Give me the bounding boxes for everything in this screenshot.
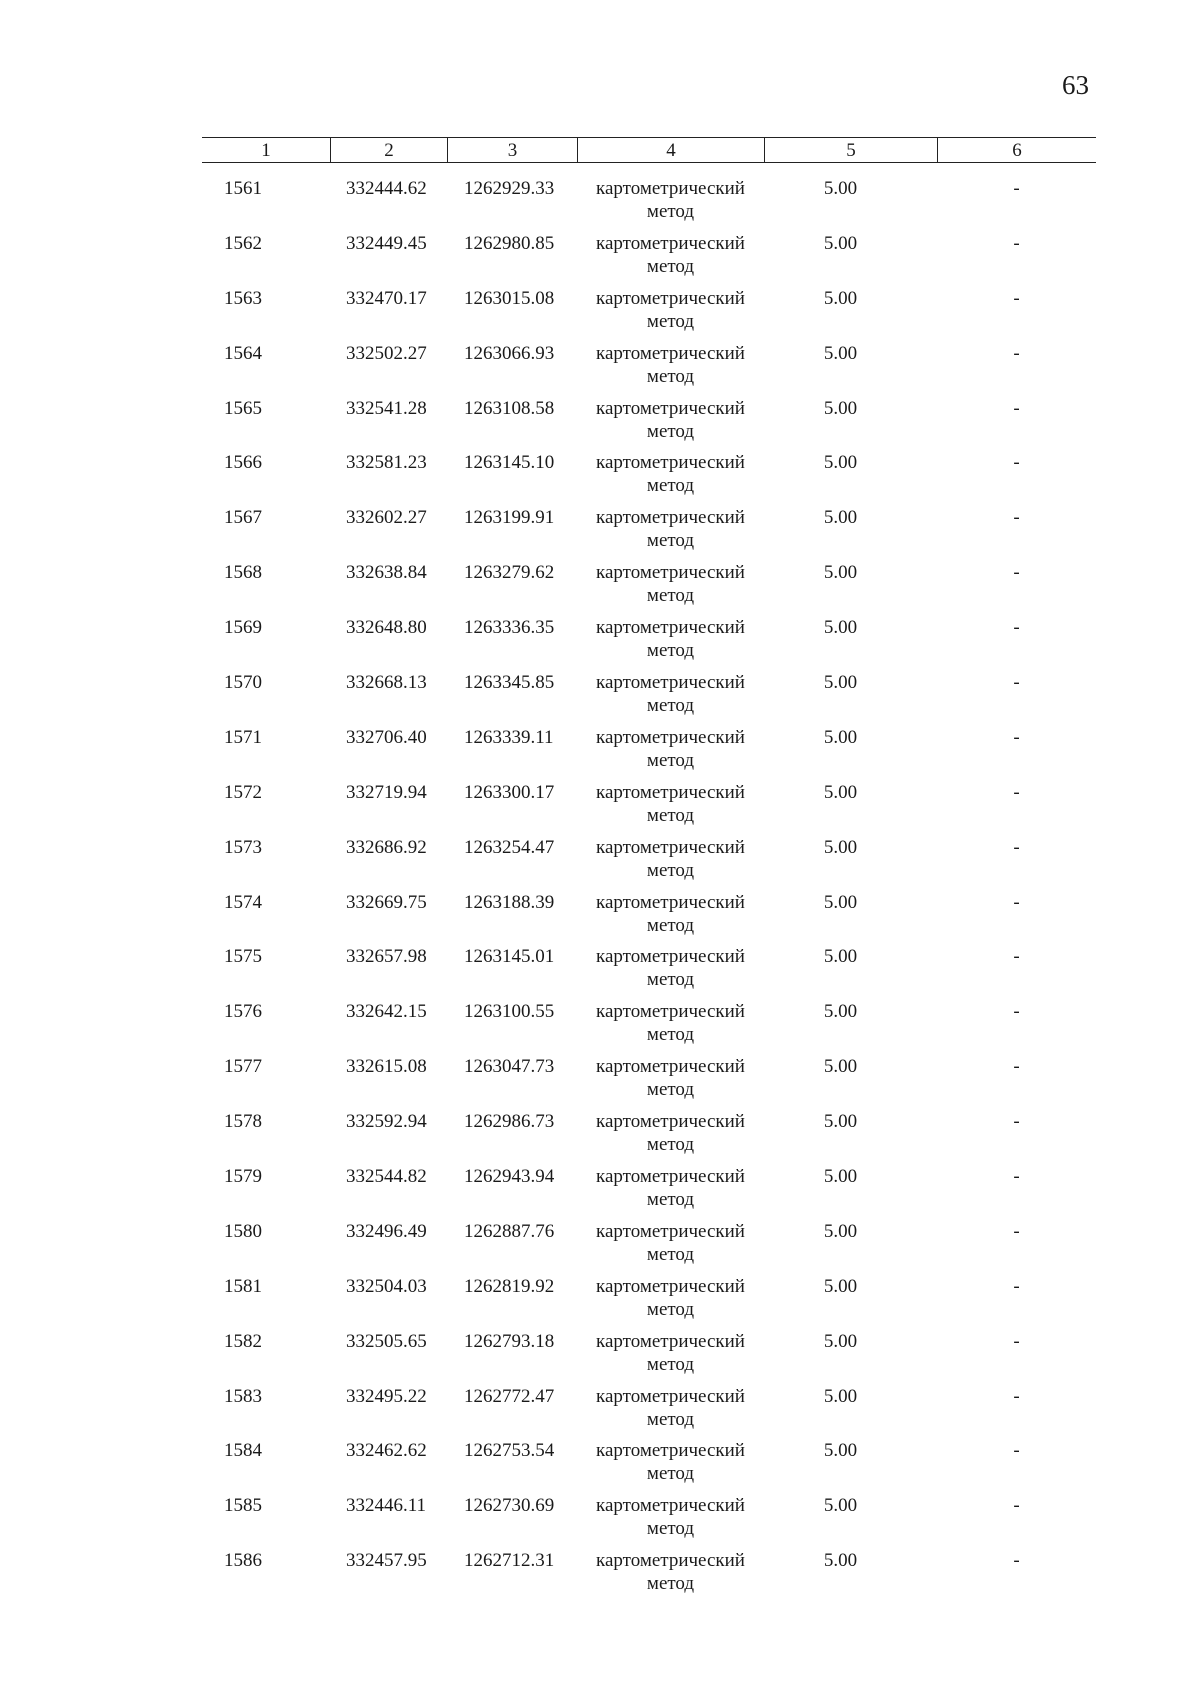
method-line-1: картометрический — [596, 1550, 745, 1572]
y-coordinate-cell: 1263015.08 — [464, 287, 555, 309]
method-line-1: картометрический — [596, 452, 745, 474]
method-line-2: метод — [646, 1518, 695, 1540]
method-line-1: картометрический — [596, 178, 745, 199]
y-coordinate-cell: 1263300.17 — [464, 781, 555, 803]
accuracy-cell: 5.00 — [823, 1275, 858, 1297]
x-coordinate-cell: 332541.28 — [346, 397, 427, 419]
method-line-2: метод — [646, 749, 695, 771]
x-coordinate-cell: 332638.84 — [346, 562, 427, 584]
table-row — [202, 1549, 1096, 1604]
method-line-1: картометрический — [596, 617, 745, 639]
method-line-2: метод — [646, 1134, 695, 1156]
method-line-1: картометрический — [596, 781, 745, 803]
x-coordinate-cell: 332642.15 — [346, 1001, 427, 1023]
point-number-cell: 1569 — [224, 617, 262, 639]
accuracy-cell: 5.00 — [823, 1056, 858, 1078]
y-coordinate-cell: 1262980.85 — [464, 232, 555, 254]
point-number-cell: 1583 — [224, 1385, 262, 1407]
y-coordinate-cell: 1263188.39 — [464, 891, 555, 913]
note-cell: - — [1013, 232, 1020, 254]
accuracy-cell: 5.00 — [823, 1220, 858, 1242]
method-line-1: картометрический — [596, 1440, 745, 1462]
point-number-cell: 1579 — [224, 1166, 262, 1188]
method-line-1: картометрический — [596, 1111, 745, 1133]
point-number-cell: 1576 — [224, 1001, 262, 1023]
y-coordinate-cell: 1262887.76 — [464, 1220, 555, 1242]
y-coordinate-cell: 1263279.62 — [464, 562, 555, 584]
point-number-cell: 1575 — [224, 946, 262, 968]
x-coordinate-cell: 332657.98 — [346, 946, 427, 968]
method-line-1: картометрический — [596, 287, 745, 309]
page-number: 63 — [1062, 70, 1089, 100]
point-number-cell: 1577 — [224, 1056, 262, 1078]
table-row — [202, 1000, 1096, 1055]
y-coordinate-cell: 1263047.73 — [464, 1056, 555, 1078]
table-row — [202, 1055, 1096, 1110]
method-line-2: метод — [646, 640, 695, 662]
x-coordinate-cell: 332444.62 — [346, 178, 427, 199]
table-row — [202, 726, 1096, 781]
x-coordinate-cell: 332648.80 — [346, 617, 427, 639]
method-cell — [577, 561, 764, 616]
x-coordinate-cell: 332496.49 — [346, 1220, 427, 1242]
x-coordinate-cell: 332719.94 — [346, 781, 427, 803]
x-coordinate-cell: 332686.92 — [346, 836, 427, 858]
column-header-3: 3 — [447, 138, 577, 162]
accuracy-cell: 5.00 — [823, 1330, 858, 1352]
accuracy-cell: 5.00 — [823, 178, 858, 199]
method-cell — [577, 397, 764, 452]
accuracy-cell: 5.00 — [823, 891, 858, 913]
note-cell: - — [1013, 1056, 1020, 1078]
method-cell — [577, 1330, 764, 1385]
accuracy-cell: 5.00 — [823, 781, 858, 803]
table-row — [202, 1110, 1096, 1165]
accuracy-cell: 5.00 — [823, 946, 858, 968]
x-coordinate-cell: 332581.23 — [346, 452, 427, 474]
method-cell — [577, 506, 764, 561]
table-row — [202, 1165, 1096, 1220]
table-row — [202, 287, 1096, 342]
method-cell — [577, 1110, 764, 1165]
method-line-1: картометрический — [596, 726, 745, 748]
method-line-2: метод — [646, 1463, 695, 1485]
method-cell — [577, 342, 764, 397]
y-coordinate-cell: 1263345.85 — [464, 672, 555, 694]
method-cell — [577, 287, 764, 342]
table-row — [202, 671, 1096, 726]
point-number-cell: 1584 — [224, 1440, 262, 1462]
method-line-2: метод — [646, 420, 695, 442]
table-row — [202, 1330, 1096, 1385]
x-coordinate-cell: 332615.08 — [346, 1056, 427, 1078]
method-cell — [577, 1494, 764, 1549]
note-cell: - — [1013, 726, 1020, 748]
accuracy-cell: 5.00 — [823, 562, 858, 584]
method-cell — [577, 726, 764, 781]
method-line-2: метод — [646, 1024, 695, 1046]
method-cell — [577, 781, 764, 836]
y-coordinate-cell: 1262929.33 — [464, 178, 555, 199]
x-coordinate-cell: 332669.75 — [346, 891, 427, 913]
y-coordinate-cell: 1262986.73 — [464, 1111, 555, 1133]
accuracy-cell: 5.00 — [823, 1385, 858, 1407]
table-body — [202, 177, 1096, 1604]
accuracy-cell: 5.00 — [823, 507, 858, 529]
x-coordinate-cell: 332544.82 — [346, 1166, 427, 1188]
method-cell — [577, 1549, 764, 1604]
note-cell: - — [1013, 1166, 1020, 1188]
method-cell — [577, 232, 764, 287]
y-coordinate-cell: 1263336.35 — [464, 617, 555, 639]
method-line-2: метод — [646, 1573, 695, 1595]
method-cell — [577, 891, 764, 946]
point-number-cell: 1565 — [224, 397, 262, 419]
column-header-5: 5 — [764, 138, 937, 162]
method-cell — [577, 1385, 764, 1440]
note-cell: - — [1013, 507, 1020, 529]
column-header-1: 1 — [261, 139, 271, 161]
method-line-1: картометрический — [596, 232, 745, 254]
note-cell: - — [1013, 178, 1020, 199]
method-line-2: метод — [646, 255, 695, 277]
y-coordinate-cell: 1263100.55 — [464, 1001, 555, 1023]
method-line-2: метод — [646, 804, 695, 826]
method-line-1: картометрический — [596, 946, 745, 968]
column-header-2: 2 — [330, 138, 447, 162]
coordinates-table — [202, 137, 1096, 1604]
note-cell: - — [1013, 1111, 1020, 1133]
table-row — [202, 342, 1096, 397]
accuracy-cell: 5.00 — [823, 617, 858, 639]
x-coordinate-cell: 332502.27 — [346, 342, 427, 364]
note-cell: - — [1013, 1495, 1020, 1517]
note-cell: - — [1013, 287, 1020, 309]
note-cell: - — [1013, 1440, 1020, 1462]
note-cell: - — [1013, 1385, 1020, 1407]
accuracy-cell: 5.00 — [823, 397, 858, 419]
method-cell — [577, 1165, 764, 1220]
method-cell — [577, 671, 764, 726]
table-row — [202, 945, 1096, 1000]
method-cell — [577, 1220, 764, 1275]
method-line-1: картометрический — [596, 507, 745, 529]
method-cell — [577, 177, 764, 232]
method-line-1: картометрический — [596, 672, 745, 694]
table-row — [202, 781, 1096, 836]
table-row — [202, 177, 1096, 232]
y-coordinate-cell: 1262943.94 — [464, 1166, 555, 1188]
note-cell: - — [1013, 1001, 1020, 1023]
x-coordinate-cell: 332505.65 — [346, 1330, 427, 1352]
table-row — [202, 1385, 1096, 1440]
method-line-1: картометрический — [596, 1275, 745, 1297]
y-coordinate-cell: 1262712.31 — [464, 1550, 555, 1572]
point-number-cell: 1585 — [224, 1495, 262, 1517]
method-line-1: картометрический — [596, 1220, 745, 1242]
method-line-2: метод — [646, 530, 695, 552]
note-cell: - — [1013, 946, 1020, 968]
method-cell — [577, 1439, 764, 1494]
method-line-2: метод — [646, 914, 695, 936]
point-number-cell: 1573 — [224, 836, 262, 858]
y-coordinate-cell: 1262819.92 — [464, 1275, 555, 1297]
x-coordinate-cell: 332706.40 — [346, 726, 427, 748]
table-header-row — [202, 137, 1096, 163]
method-line-2: метод — [646, 1243, 695, 1265]
point-number-cell: 1578 — [224, 1111, 262, 1133]
note-cell: - — [1013, 891, 1020, 913]
point-number-cell: 1567 — [224, 507, 262, 529]
x-coordinate-cell: 332449.45 — [346, 232, 427, 254]
method-line-2: метод — [646, 859, 695, 881]
point-number-cell: 1586 — [224, 1550, 262, 1572]
method-cell — [577, 616, 764, 671]
method-line-1: картометрический — [596, 1166, 745, 1188]
accuracy-cell: 5.00 — [823, 1550, 858, 1572]
table-row — [202, 397, 1096, 452]
table-row — [202, 232, 1096, 287]
point-number-cell: 1570 — [224, 672, 262, 694]
method-line-2: метод — [646, 1189, 695, 1211]
column-header-4: 4 — [577, 138, 764, 162]
method-line-1: картометрический — [596, 891, 745, 913]
table-row — [202, 506, 1096, 561]
note-cell: - — [1013, 1220, 1020, 1242]
point-number-cell: 1571 — [224, 726, 262, 748]
note-cell: - — [1013, 617, 1020, 639]
note-cell: - — [1013, 1550, 1020, 1572]
point-number-cell: 1562 — [224, 232, 262, 254]
accuracy-cell: 5.00 — [823, 452, 858, 474]
method-cell — [577, 945, 764, 1000]
x-coordinate-cell: 332495.22 — [346, 1385, 427, 1407]
x-coordinate-cell: 332602.27 — [346, 507, 427, 529]
method-line-2: метод — [646, 585, 695, 607]
accuracy-cell: 5.00 — [823, 1495, 858, 1517]
y-coordinate-cell: 1263145.10 — [464, 452, 555, 474]
method-line-2: метод — [646, 1298, 695, 1320]
point-number-cell: 1574 — [224, 891, 262, 913]
table-row — [202, 1439, 1096, 1494]
method-line-1: картометрический — [596, 1330, 745, 1352]
method-line-2: метод — [646, 969, 695, 991]
method-line-1: картометрический — [596, 1495, 745, 1517]
note-cell: - — [1013, 781, 1020, 803]
method-line-1: картометрический — [596, 1056, 745, 1078]
method-line-2: метод — [646, 365, 695, 387]
y-coordinate-cell: 1263145.01 — [464, 946, 555, 968]
y-coordinate-cell: 1262730.69 — [464, 1495, 555, 1517]
table-row — [202, 1275, 1096, 1330]
method-line-2: метод — [646, 201, 695, 222]
accuracy-cell: 5.00 — [823, 1001, 858, 1023]
x-coordinate-cell: 332446.11 — [346, 1495, 427, 1517]
note-cell: - — [1013, 1275, 1020, 1297]
x-coordinate-cell: 332462.62 — [346, 1440, 427, 1462]
x-coordinate-cell: 332470.17 — [346, 287, 427, 309]
method-line-1: картометрический — [596, 342, 745, 364]
y-coordinate-cell: 1262793.18 — [464, 1330, 555, 1352]
y-coordinate-cell: 1263339.11 — [464, 726, 554, 748]
method-line-1: картометрический — [596, 562, 745, 584]
method-line-1: картометрический — [596, 1385, 745, 1407]
method-line-2: метод — [646, 1353, 695, 1375]
note-cell: - — [1013, 562, 1020, 584]
accuracy-cell: 5.00 — [823, 836, 858, 858]
method-cell — [577, 1055, 764, 1110]
table-row — [202, 561, 1096, 616]
method-cell — [577, 1275, 764, 1330]
method-cell — [577, 451, 764, 506]
x-coordinate-cell: 332668.13 — [346, 672, 427, 694]
x-coordinate-cell: 332504.03 — [346, 1275, 427, 1297]
table-row — [202, 616, 1096, 671]
table-row — [202, 891, 1096, 946]
accuracy-cell: 5.00 — [823, 342, 858, 364]
table-row — [202, 1494, 1096, 1549]
x-coordinate-cell: 332457.95 — [346, 1550, 427, 1572]
table-row — [202, 836, 1096, 891]
accuracy-cell: 5.00 — [823, 726, 858, 748]
table-row — [202, 1220, 1096, 1275]
y-coordinate-cell: 1262772.47 — [464, 1385, 555, 1407]
point-number-cell: 1566 — [224, 452, 262, 474]
method-line-1: картометрический — [596, 397, 745, 419]
method-line-2: метод — [646, 1408, 695, 1430]
method-cell — [577, 1000, 764, 1055]
note-cell: - — [1013, 836, 1020, 858]
accuracy-cell: 5.00 — [823, 287, 858, 309]
point-number-cell: 1568 — [224, 562, 262, 584]
table-row — [202, 451, 1096, 506]
point-number-cell: 1564 — [224, 342, 262, 364]
accuracy-cell: 5.00 — [823, 232, 858, 254]
y-coordinate-cell: 1263199.91 — [464, 507, 555, 529]
y-coordinate-cell: 1262753.54 — [464, 1440, 555, 1462]
method-line-2: метод — [646, 310, 695, 332]
accuracy-cell: 5.00 — [823, 1440, 858, 1462]
method-line-1: картометрический — [596, 1001, 745, 1023]
point-number-cell: 1581 — [224, 1275, 262, 1297]
y-coordinate-cell: 1263254.47 — [464, 836, 555, 858]
y-coordinate-cell: 1263108.58 — [464, 397, 555, 419]
note-cell: - — [1013, 342, 1020, 364]
method-line-1: картометрический — [596, 836, 745, 858]
note-cell: - — [1013, 397, 1020, 419]
point-number-cell: 1582 — [224, 1330, 262, 1352]
point-number-cell: 1580 — [224, 1220, 262, 1242]
x-coordinate-cell: 332592.94 — [346, 1111, 427, 1133]
accuracy-cell: 5.00 — [823, 1111, 858, 1133]
point-number-cell: 1563 — [224, 287, 262, 309]
note-cell: - — [1013, 672, 1020, 694]
point-number-cell: 1561 — [224, 178, 262, 199]
point-number-cell: 1572 — [224, 781, 262, 803]
accuracy-cell: 5.00 — [823, 1166, 858, 1188]
accuracy-cell: 5.00 — [823, 672, 858, 694]
method-line-2: метод — [646, 1079, 695, 1101]
y-coordinate-cell: 1263066.93 — [464, 342, 555, 364]
note-cell: - — [1013, 452, 1020, 474]
method-line-2: метод — [646, 475, 695, 497]
method-cell — [577, 836, 764, 891]
method-line-2: метод — [646, 695, 695, 717]
note-cell: - — [1013, 1330, 1020, 1352]
column-header-6: 6 — [937, 138, 1096, 162]
